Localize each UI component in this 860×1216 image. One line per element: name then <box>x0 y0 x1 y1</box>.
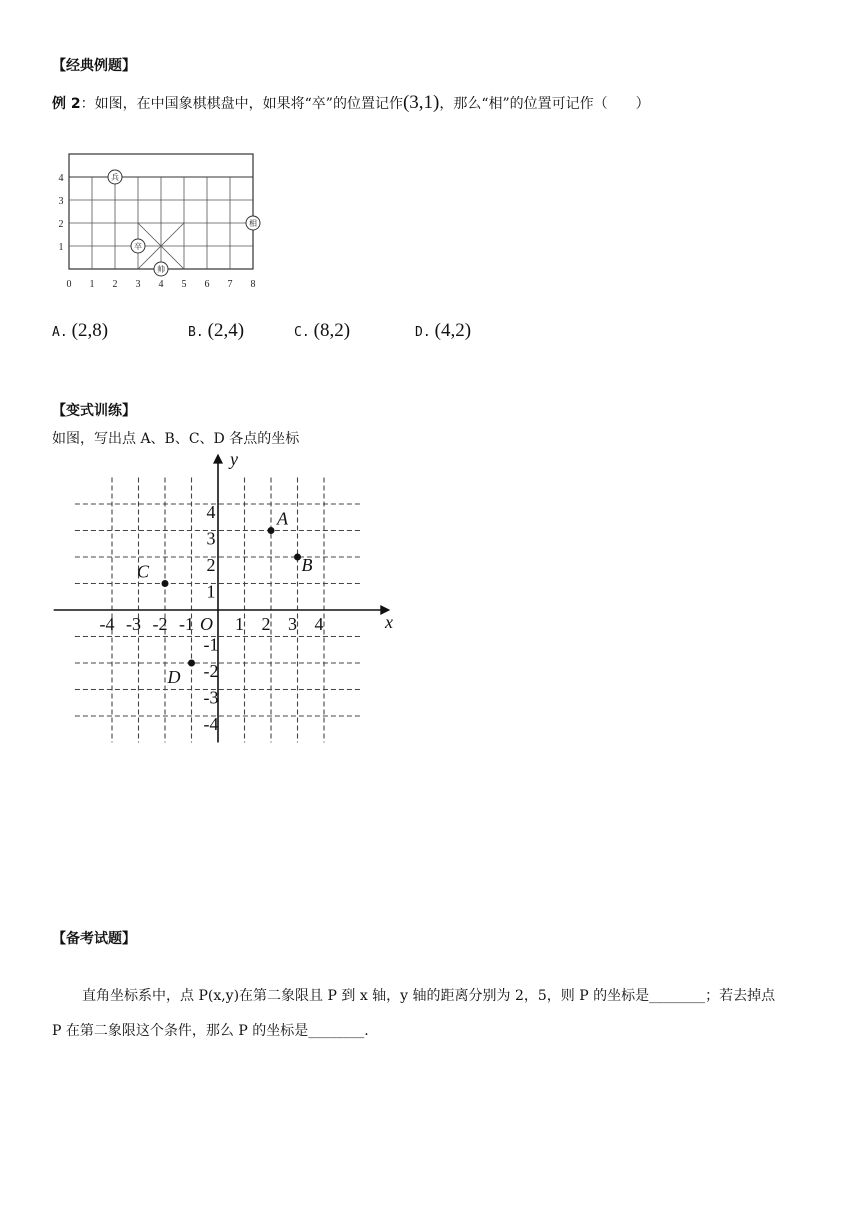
answer-options <box>52 320 572 350</box>
coordinate-grid <box>54 449 393 743</box>
board-x-tick: 1 <box>89 279 95 290</box>
x-tick-label: -3 <box>126 614 141 634</box>
point-c-marker <box>162 580 169 587</box>
option-b-value: (2,4) <box>207 320 245 341</box>
board-x-tick: 3 <box>135 279 141 290</box>
option-c[interactable] <box>294 320 350 342</box>
point-a-marker <box>268 527 275 534</box>
exam-question-line2: P 在第二象限这个条件，那么 P 的坐标是________. <box>52 1023 369 1039</box>
option-c-letter: C. <box>294 325 310 340</box>
x-tick-label: -4 <box>99 614 115 634</box>
section-heading-variant-training: 【变式训练】 <box>52 403 136 419</box>
chess-piece-label: 卒 <box>134 242 142 251</box>
option-d-value: (4,2) <box>434 320 472 341</box>
example-2-question <box>52 92 650 114</box>
section-heading-classic-examples: 【经典例题】 <box>52 58 136 74</box>
board-y-tick: 1 <box>58 242 64 253</box>
chess-board-figure <box>52 148 267 293</box>
option-b-letter: B. <box>188 325 204 340</box>
x-tick-label: 2 <box>261 614 271 634</box>
y-tick-label: -3 <box>203 687 219 708</box>
point-d-marker <box>188 660 195 667</box>
board-y-tick: 4 <box>58 173 64 184</box>
option-d[interactable] <box>415 320 471 342</box>
x-axis-label: x <box>384 612 393 632</box>
option-a-letter: A. <box>52 325 68 340</box>
exam-question-line1: 直角坐标系中，点 P(x,y)在第二象限且 P 到 x 轴，y 轴的距离分别为 2，5，则 P 的坐标是________；若去掉点 <box>82 988 776 1004</box>
chess-piece-label: 帅 <box>157 265 165 274</box>
point-b-label: B <box>301 555 313 575</box>
section-heading-exam-prep: 【备考试题】 <box>52 931 136 947</box>
board-x-tick: 5 <box>181 279 187 290</box>
option-c-value: (8,2) <box>313 320 351 341</box>
example-text-part1: ：如图，在中国象棋棋盘中，如果将“卒”的位置记作 <box>80 96 403 112</box>
board-x-tick: 2 <box>112 279 118 290</box>
x-tick-label: 1 <box>235 614 244 634</box>
option-a-value: (2,8) <box>71 320 109 341</box>
board-x-tick: 8 <box>250 279 256 290</box>
x-tick-label: 4 <box>314 614 324 634</box>
y-tick-label: -4 <box>203 714 219 734</box>
option-b[interactable] <box>188 320 244 342</box>
y-tick-label: 2 <box>206 555 216 575</box>
example-text-part2: ，那么“相”的位置可记作（ ） <box>439 96 650 112</box>
option-a[interactable] <box>52 320 108 342</box>
board-x-tick: 4 <box>158 279 164 290</box>
x-tick-label: -2 <box>152 614 168 634</box>
board-x-tick: 6 <box>204 279 210 290</box>
y-tick-label: 4 <box>206 502 216 522</box>
chess-piece-label: 相 <box>249 219 257 228</box>
example-coordinate: (3,1) <box>402 92 440 113</box>
coordinate-graph-figure <box>52 448 393 750</box>
x-tick-label: 3 <box>288 614 297 634</box>
variant-instruction: 如图，写出点 A、B、C、D 各点的坐标 <box>52 431 300 447</box>
board-x-tick: 7 <box>227 279 233 290</box>
board-y-tick: 3 <box>58 196 64 207</box>
option-d-letter: D. <box>415 325 431 340</box>
board-y-tick: 2 <box>58 219 64 230</box>
y-tick-label: 1 <box>206 581 216 602</box>
y-axis-arrow-icon <box>213 454 223 464</box>
origin-label: O <box>200 614 213 634</box>
point-c-label: C <box>137 561 150 582</box>
y-tick-label: -1 <box>203 634 219 655</box>
chess-piece-label: 兵 <box>111 173 119 182</box>
board-x-tick: 0 <box>66 279 72 290</box>
chess-board-grid <box>59 154 261 290</box>
y-axis-label: y <box>230 448 238 469</box>
point-a-label: A <box>277 508 288 529</box>
example-label: 例 2 <box>52 96 81 112</box>
point-b-marker <box>294 554 301 561</box>
point-d-label: D <box>167 667 181 687</box>
y-tick-label: -2 <box>203 661 219 681</box>
x-tick-label: -1 <box>179 614 194 634</box>
y-tick-label: 3 <box>206 528 216 549</box>
